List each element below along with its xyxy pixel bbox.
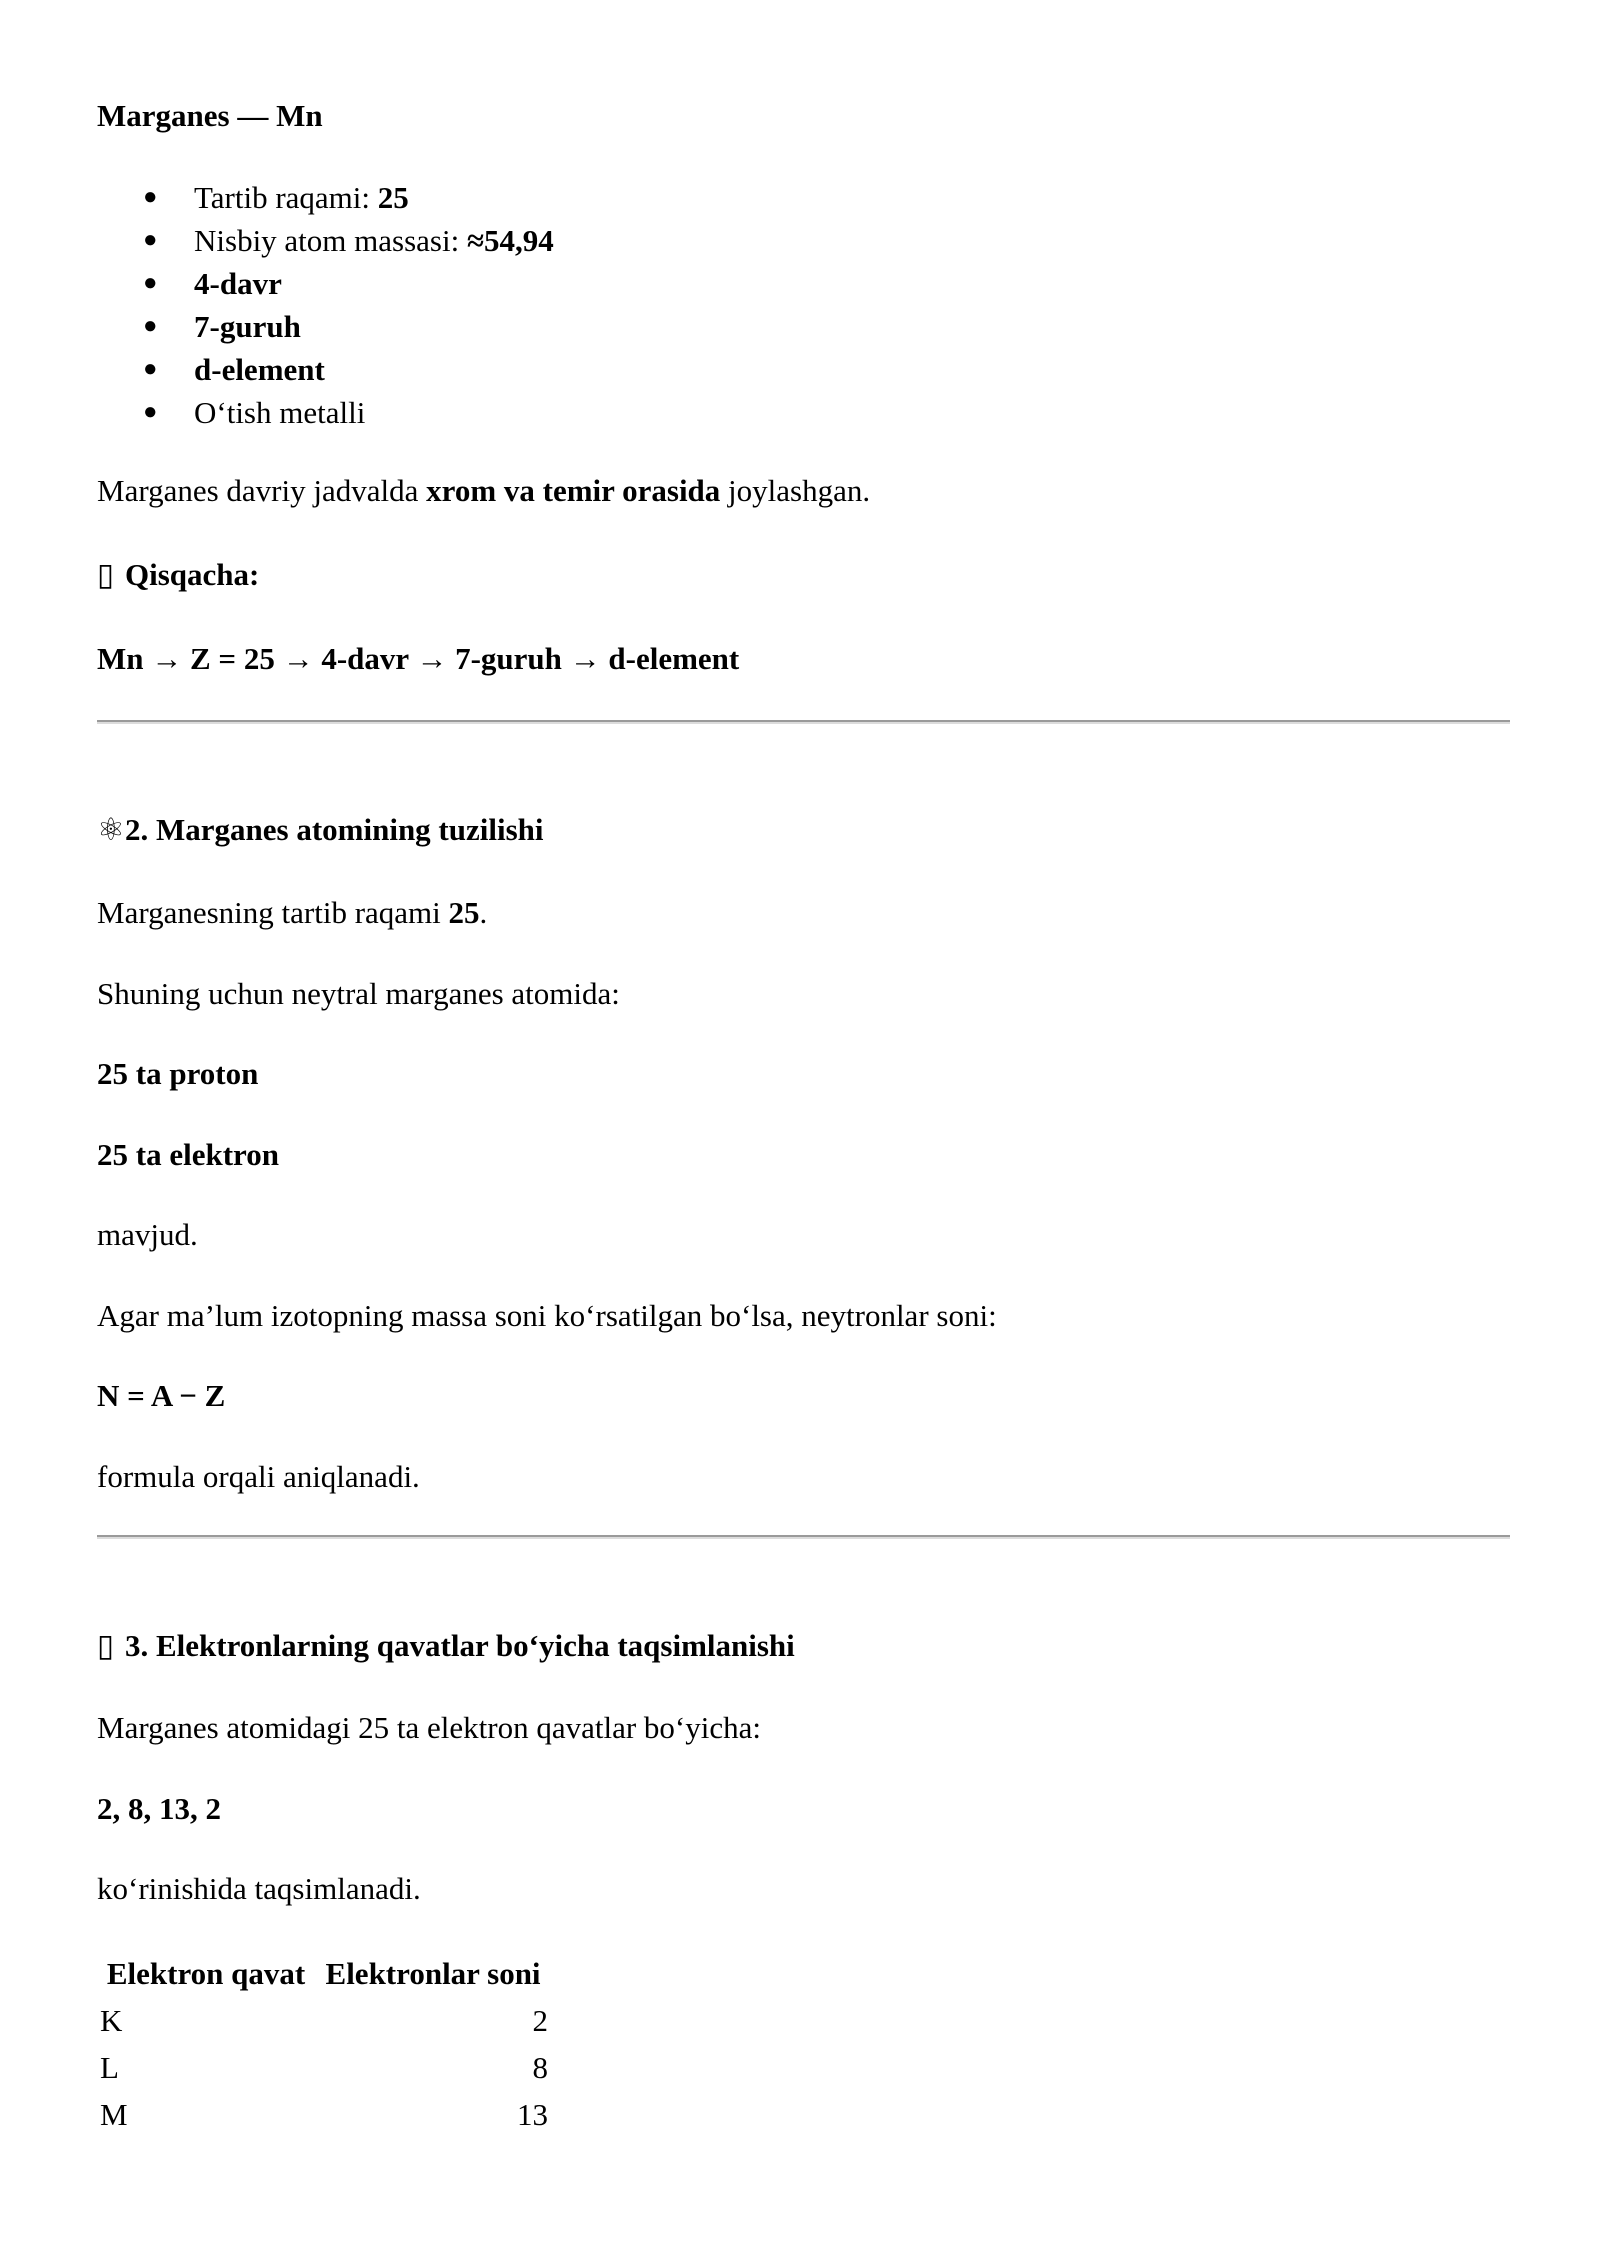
summary-chain: Mn → Z = 25 → 4-davr → 7-guruh → d-element: [97, 641, 740, 676]
position-sentence: Marganes davriy jadvalda xrom va temir orasida joylashgan.: [97, 473, 871, 508]
neutron-formula: N = A − Z: [97, 1378, 226, 1413]
clipboard-icon: ▯: [97, 557, 115, 592]
element-heading: Marganes — Mn: [97, 98, 323, 133]
table-row: [97, 1997, 551, 2044]
table-header-row: [97, 1950, 551, 1997]
section-2-paragraph: Shuning uchun neytral marganes atomida:: [97, 976, 620, 1011]
table-row: [97, 2044, 551, 2091]
electron-count: 25 ta elektron: [97, 1137, 279, 1172]
divider: [97, 1535, 1510, 1539]
summary-label: ▯ Qisqacha:: [97, 557, 260, 592]
table-row: [97, 2091, 551, 2138]
shell-electrons: 8: [532, 2049, 548, 2085]
list-item: ● 7-guruh: [143, 309, 301, 344]
electron-distribution: 2, 8, 13, 2: [97, 1791, 221, 1826]
section-2-paragraph: mavjud.: [97, 1217, 198, 1252]
shell-name: L: [100, 2049, 119, 2085]
section-2-paragraph: Marganesning tartib raqami 25.: [97, 895, 488, 930]
shell-electrons: 2: [532, 2002, 548, 2038]
divider: [97, 720, 1510, 724]
proton-count: 25 ta proton: [97, 1056, 259, 1091]
section-2-paragraph: formula orqali aniqlanadi.: [97, 1459, 420, 1494]
list-item: ● 4-davr: [143, 266, 282, 301]
property-list: [97, 176, 897, 434]
section-2-title: ⚛2. Marganes atomining tuzilishi: [97, 812, 544, 847]
electron-shell-table: [97, 1950, 551, 2138]
section-2-paragraph: Agar ma’lum izotopning massa soni ko‘rsatilgan bo‘lsa, neytronlar soni:: [97, 1298, 997, 1333]
shell-name: K: [100, 2002, 123, 2038]
list-item: ● Tartib raqami: 25: [143, 180, 409, 215]
list-item: ● d-element: [143, 352, 325, 387]
section-3-paragraph: ko‘rinishida taqsimlanadi.: [97, 1871, 421, 1906]
shell-name: M: [100, 2096, 128, 2132]
layers-icon: ▯: [97, 1628, 115, 1663]
column-header: Elektron qavat: [106, 1955, 306, 1991]
section-3-title: ▯ 3. Elektronlarning qavatlar bo‘yicha taqsimlanishi: [97, 1628, 795, 1663]
list-item: ● Nisbiy atom massasi: ≈54,94: [143, 223, 554, 258]
shell-electrons: 13: [517, 2096, 548, 2132]
atom-icon: ⚛: [97, 812, 125, 847]
section-3-paragraph: Marganes atomidagi 25 ta elektron qavatlar bo‘yicha:: [97, 1710, 761, 1745]
list-item: ● O‘tish metalli: [143, 395, 366, 430]
column-header: Elektronlar soni: [325, 1955, 541, 1991]
